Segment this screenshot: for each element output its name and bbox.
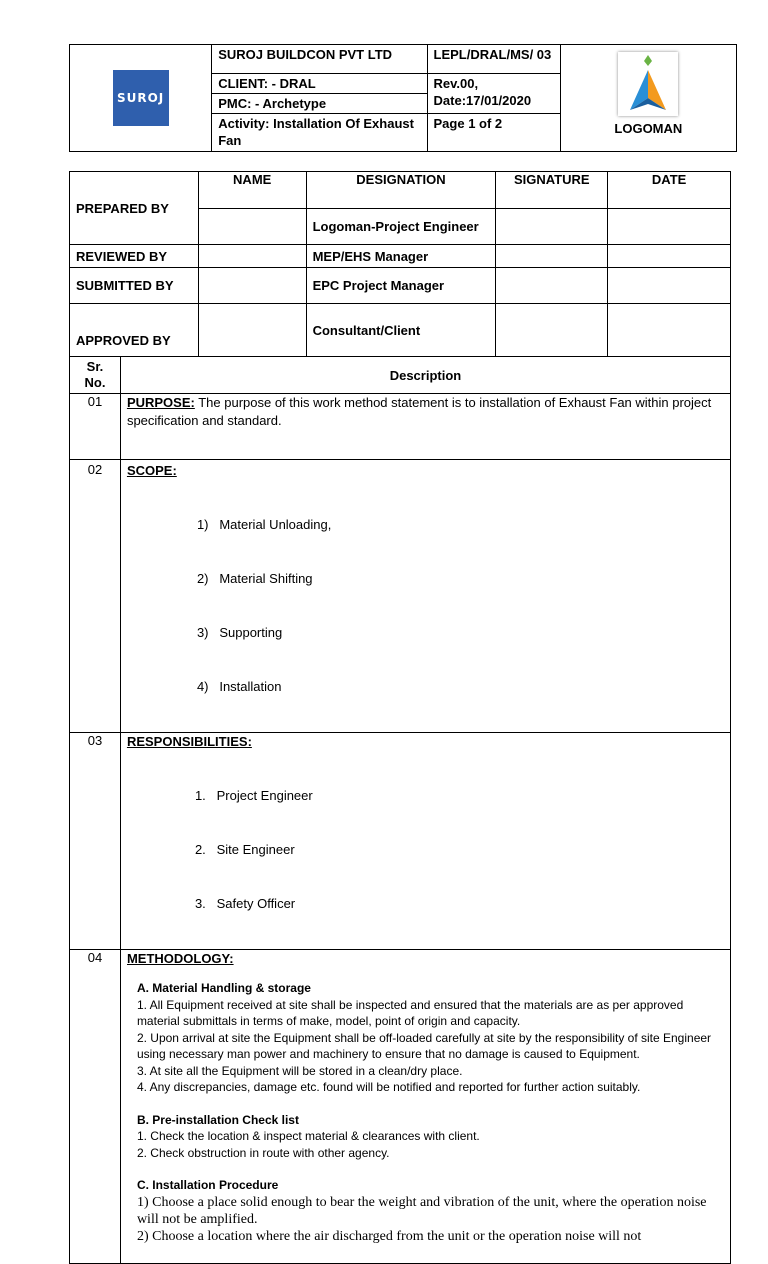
paragraph: 2) Choose a location where the air discharged from the unit or the operation noise will not [136,1228,642,1244]
paragraph: 3. At site all the Equipment will be stored in a clean/dry place. [136,1063,463,1078]
suroj-logo-cell [70,45,212,152]
revision-date: Rev.00, Date:17/01/2020 [427,74,560,114]
paragraph: 1. All Equipment received at site shall be inspected and ensured that the materials are as per approved material submittals in terms of make, model, point of origin and capacity. [136,997,684,1028]
purpose-title: PURPOSE: [126,395,195,410]
approved-by-designation: Consultant/Client [306,304,496,357]
section-number: 04 [70,950,121,1264]
suroj-logo [113,70,169,126]
scope-title: SCOPE: [126,463,177,478]
page-number: Page 1 of 2 [427,114,560,152]
header-table [69,44,737,152]
material-handling-text [127,997,724,1096]
submitted-by-date [608,268,731,304]
approved-by-label: APPROVED BY [70,304,199,357]
pre-installation-text [127,1128,724,1161]
reviewed-by-label: REVIEWED BY [70,245,199,268]
prepared-by-signature [496,209,608,245]
paragraph: 1. Check the location & inspect material & clearances with client. [136,1129,480,1143]
submitted-by-name [198,268,306,304]
logoman-logo [618,52,678,116]
paragraph: 2. Check obstruction in route with other agency. [136,1145,390,1160]
section-number: 03 [70,733,121,950]
methodology-section [120,950,730,1264]
section-number: 02 [70,460,121,733]
suroj-logo-text: SUROJ [116,90,165,105]
approved-by-signature [496,304,608,357]
activity-field: Activity: Installation Of Exhaust Fan [212,114,427,152]
installation-procedure-title: C. Installation Procedure [136,1178,279,1192]
list-item: 2. Site Engineer [194,842,295,857]
approved-by-date [608,304,731,357]
responsibilities-title: RESPONSIBILITIES: [126,734,252,749]
scope-list [127,480,724,732]
logoman-text: LOGOMAN [614,120,683,136]
section-number: 01 [70,394,121,460]
doc-number: LEPL/DRAL/MS/ 03 [427,45,560,74]
sr-no-header: Sr. No. [70,357,121,394]
paragraph: 4. Any discrepancies, damage etc. found will be notified and reported for further action suitably. [136,1080,641,1094]
list-item: 4) Installation [196,679,282,694]
submitted-by-label: SUBMITTED BY [70,268,199,304]
col-designation-header: DESIGNATION [306,172,496,209]
approved-by-name [198,304,306,357]
purpose-section [120,394,730,460]
responsibilities-section [120,733,730,950]
submitted-by-signature [496,268,608,304]
installation-procedure-text [127,1194,724,1245]
prepared-by-designation: Logoman-Project Engineer [306,209,496,245]
reviewed-by-date [608,245,731,268]
col-date-header: DATE [608,172,731,209]
list-item: 1. Project Engineer [194,788,313,803]
list-item: 3) Supporting [196,625,283,640]
reviewed-by-name [198,245,306,268]
list-item: 1) Material Unloading, [196,517,332,532]
method-statement-table [69,171,731,1264]
col-signature-header: SIGNATURE [496,172,608,209]
reviewed-by-signature [496,245,608,268]
prepared-by-name [198,209,306,245]
pre-installation-title: B. Pre-installation Check list [136,1112,299,1127]
company-name: SUROJ BUILDCON PVT LTD [212,45,427,74]
purpose-text: The purpose of this work method statement is to installation of Exhaust Fan within project specification and standard. [126,395,712,428]
paragraph: 1) Choose a place solid enough to bear the weight and vibration of the unit, where the operation noise will not be amplified. [136,1194,707,1227]
pmc-field: PMC: - Archetype [212,94,427,114]
scope-section [120,460,730,733]
prepared-by-date [608,209,731,245]
client-field: CLIENT: - DRAL [212,74,427,94]
logoman-arrow-icon [618,52,678,116]
reviewed-by-designation: MEP/EHS Manager [306,245,496,268]
prepared-by-label: PREPARED BY [70,209,199,245]
list-item: 2) Material Shifting [196,571,313,586]
responsibilities-list [127,751,724,949]
logoman-logo-cell [560,45,736,152]
paragraph: 2. Upon arrival at site the Equipment shall be off-loaded carefully at site by the responsibility of site Engineer using necessary man power and machinery to ensure that no damage is caused to Equipment. [136,1030,712,1061]
list-item: 3. Safety Officer [194,896,296,911]
description-header: Description [120,357,730,394]
methodology-title: METHODOLOGY: [126,951,234,966]
material-handling-title: A. Material Handling & storage [136,981,311,995]
submitted-by-designation: EPC Project Manager [306,268,496,304]
col-name-header: NAME [198,172,306,209]
